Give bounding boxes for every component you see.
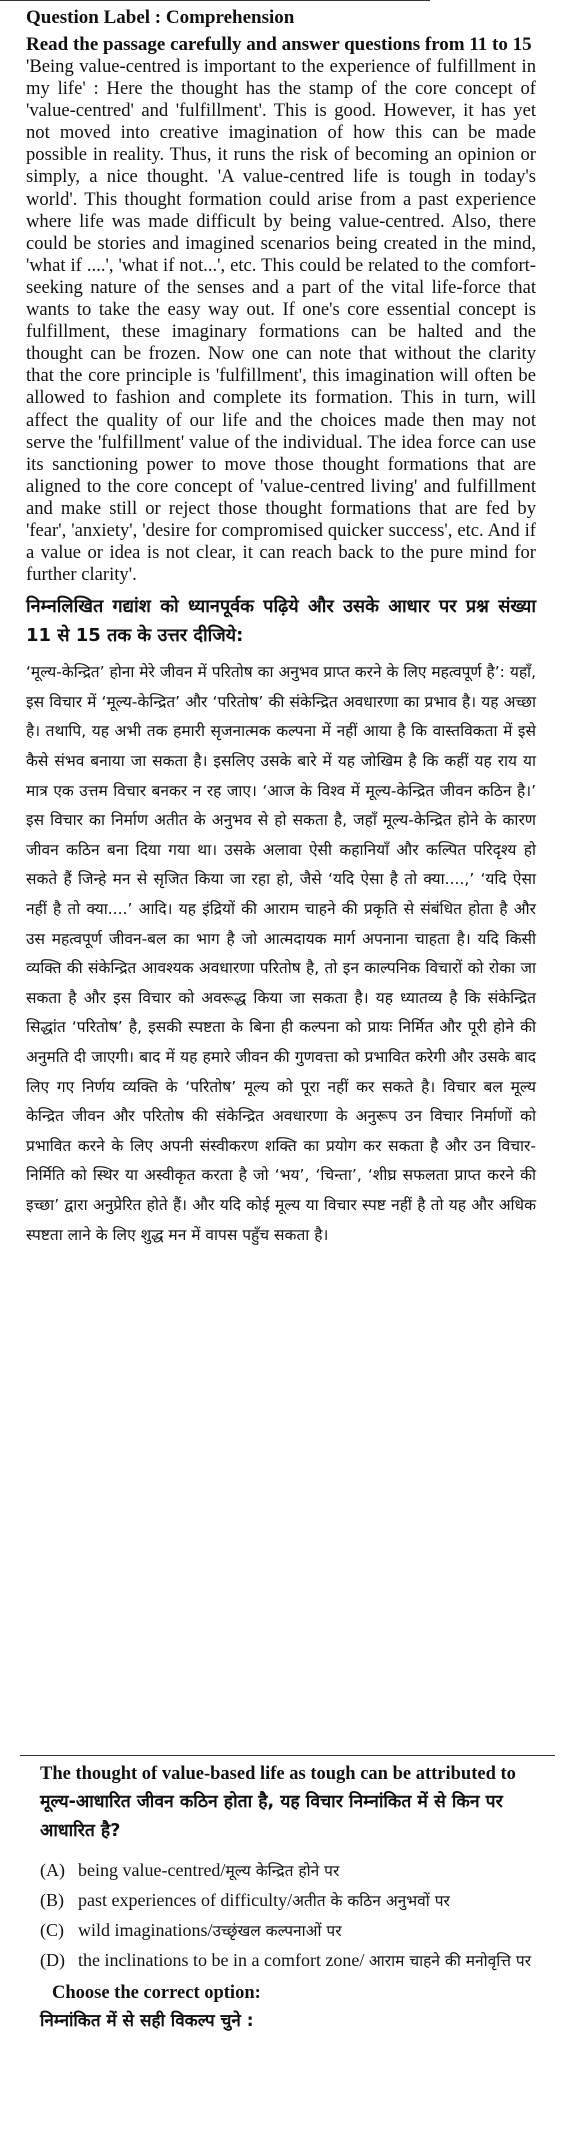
option-text-hindi: अतीत के कठिन अनुभवों पर [292,1892,450,1910]
question-english: The thought of value-based life as tough can be attributed to [40,1764,516,1784]
option-letter: (A) [40,1860,65,1880]
option-letter: (D) [40,1950,65,1970]
passage-hindi: ‘मूल्य-केन्द्रित’ होना मेरे जीवन में परितोष का अनुभव प्राप्त करने के लिए महत्वपूर्ण है’: यहाँ, इस विचार में ‘मूल्य-केन्द्रित’ और ‘परितोष’ की संकेन्द्रित अवधारणा का प्रभाव है। यह अच्छा है। तथापि, यह अभी तक हमारी सृजनात्मक कल्पना में नहीं आया है कि वास्तविकता में इसे कैसे संभव बनाया जा सकता है। इसलिए उसके बारे में यह जोखिम है कि कहीं यह राय या मात्र एक उत्तम विचार बनकर न रह जाए। ‘आज के विश्व में मूल्य-केन्द्रित जीवन कठिन है।’ इस विचार का निर्माण अतीत के अनुभव से हो सकता है, जहाँ मूल्य-केन्द्रित होने के कारण जीवन कठिन बना दिया गया था। उसके अलावा ऐसी कहानियाँ और कल्पित परिदृश्य हो सकते हैं जिन्हे मन से सृजित किया जा रहा हो, जैसे ‘यदि ऐसा है तो क्या....,’ ‘यदि ऐसा नहीं है तो क्या....’ आदि। यह इंद्रियों की आराम चाहने की प्रकृति से संबंधित होता है और उस महत्वपूर्ण जीवन-बल का भाग है जो आत्मदायक मार्ग अपनाना चाहता है। यदि किसी व्यक्ति की संकेन्द्रित आवश्यक अवधारणा परितोष है, तो इन काल्पनिक विचारों को रोका जा सकता है और इस विचार को अवरूद्ध किया जा सकता है। यह ध्यातव्य है कि संकेन्द्रित सिद्धांत ‘परितोष’ है, इसकी स्पष्टता के बिना ही कल्पना को प्रायः निर्मित और पूरी होने की अनुमति दी जाएगी। बाद में यह हमारे जीवन की गुणवत्ता को प्रभावित करेगी और उसके बाद लिए गए निर्णय व्यक्ति के ‘परितोष’ मूल्य को पूरा नहीं कर सकते है। विचार बल मूल्य केन्द्रित जीवन और परितोष की संकेन्द्रित अवधारणा के अनुरूप उन विचार निर्माणों को प्रभावित करने के लिए अपनी संस्वीकरण शक्ति का प्रयोग कर सकता है और उन विचार-निर्मिति को स्थिर या अस्वीकृत करता है जो ‘भय’, ‘चिन्ता’, ‘शीघ्र सफलता प्राप्त करने की इच्छा’ द्वारा अनुप्रेरित होते हैं। और यदि कोई मूल्य या विचार स्पष्ट नहीं है तो यह और अधिक स्पष्टता लाने के लिए शुद्ध मन में वापस पहुँच सकता है। [26,663,536,1244]
option-b[interactable] [40,1888,540,1913]
option-text [78,1948,540,1973]
section-divider [20,1755,555,1756]
option-text-english: past experiences of difficulty/ [78,1890,293,1910]
option-text [78,1858,540,1883]
options-list [40,1858,540,1973]
option-text [78,1918,540,1943]
option-letter: (C) [40,1920,64,1940]
option-letter: (B) [40,1890,64,1910]
option-a[interactable] [40,1858,540,1883]
passage-english: 'Being value-centred is important to the experience of fulfillment in my life' : Here the thought has the stamp of the core concept of 'value-centred' and 'fulfillment'. This is good. However, it has yet not moved into creative imagination of how this can be made possible in reality. Thus, it runs the risk of becoming an opinion or simply, a nice thought. 'A value-centred life is tough in today's world'. This thought formation could arise from a past experience where life was made difficult by being value-centred. Also, there could be stories and imagined scenarios being created in the mind, 'what if ....', 'what if not...', etc. This could be related to the comfort-seeking nature of the senses and a part of the vital life-force that wants to take the easy way out. If one's core essential concept is fulfillment, these imaginary formations can be halted and the thought can be frozen. Now one can note that without the clarity that the core principle is 'fulfillment', this imagination will often be allowed to fashion and complete its formation. This in turn, will affect the quality of our life and the choices made then may not serve the 'fulfillment' value of the individual. The idea force can use its sanctioning power to move those thought formations that are aligned to the core concept of 'value-centred living' and fulfillment and make still or reject those thought formations that are fed by 'fear', 'anxiety', 'desire for compromised quicker success', etc. And if a value or idea is not clear, it can reach back to the pure mind for further clarity'. [26,56,536,586]
option-text-english: wild imaginations/ [78,1920,213,1940]
comprehension-block [26,6,536,1250]
option-text-english: the inclinations to be in a comfort zone/ [78,1950,369,1970]
option-text-hindi: मूल्य केन्द्रित होने पर [225,1862,340,1880]
instruction-english: Read the passage carefully and answer questions from 11 to 15 [26,34,532,55]
question-block [40,1762,540,2035]
top-rule [0,0,430,1]
choose-prompt-english: Choose the correct option: [52,1983,261,2003]
instruction-hindi: निम्नलिखित गद्यांश को ध्यानपूर्वक पढ़िये और उसके आधार पर प्रश्न संख्या 11 से 15 तक के उत्तर दीजिये: [26,596,536,647]
option-d[interactable] [40,1948,540,1973]
option-c[interactable] [40,1918,540,1943]
option-text-hindi: उच्छृंखल कल्पनाओं पर [212,1922,342,1940]
option-text-english: being value-centred/ [78,1860,226,1880]
option-text [78,1888,540,1913]
option-text-hindi: आराम चाहने की मनोवृत्ति पर [368,1952,532,1970]
question-label: Question Label : Comprehension [26,7,295,28]
choose-prompt-hindi: निम्नांकित में से सही विकल्प चुने : [40,2011,254,2031]
question-hindi: मूल्य-आधारित जीवन कठिन होता है, यह विचार निम्नांकित में से किन पर आधारित है? [40,1792,503,1841]
